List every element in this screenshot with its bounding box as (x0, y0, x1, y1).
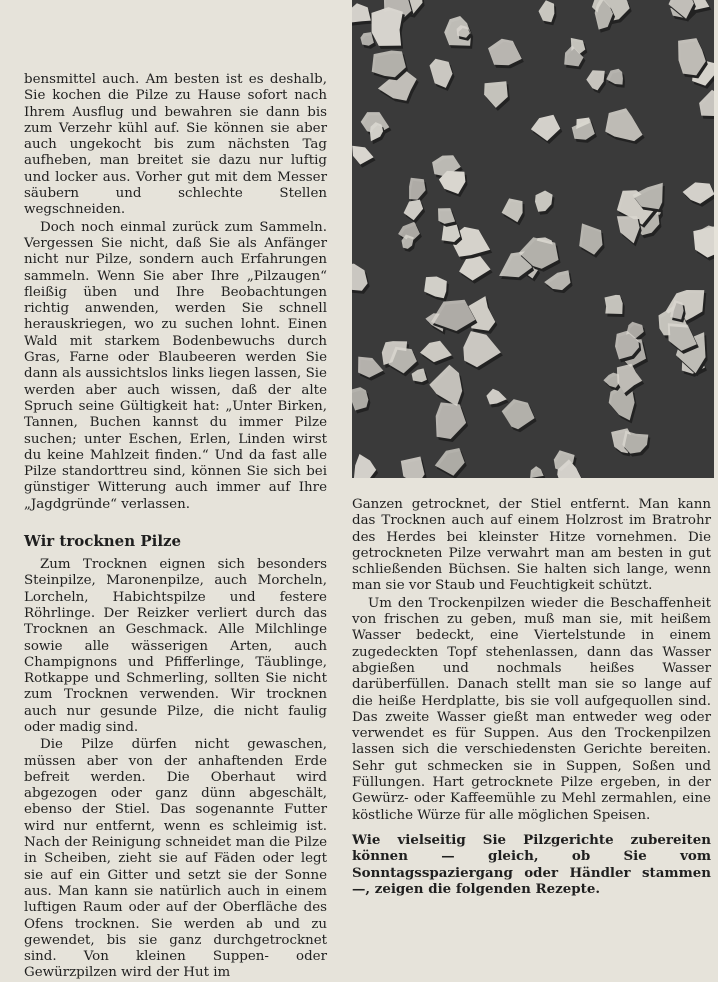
mushroom-slice (372, 7, 403, 46)
mushroom-slice (605, 295, 623, 314)
paragraph-recipes-intro: Wie vielseitig Sie Pilzgerichte zubereiten können — gleich, ob Sie vom Sonntagsspaziergang oder Händler stammen —, zeigen die folgenden Rezepte. (352, 831, 711, 897)
mushroom-slice (352, 387, 368, 410)
section-heading: Wir trocknen Pilze (24, 532, 182, 551)
paragraph-drying-species: Zum Trocknen eignen sich besonders Steinpilze, Maronenpilze, auch Morcheln, Lorcheln, Habichtspilze und festere Röhrlinge. Der Reizker verliert durch das Trocknen an Geschmack. Alle Milchlinge sowie alle wässerigen Arten, auch Champignons und Pfifferlinge, Täublinge, Rotkappe und Schmerling, sollten Sie nicht zum Trocknen verwenden. Wir trocknen auch nur gesunde Pilze, die nicht faulig oder madig sind. (24, 557, 327, 735)
right-text-column (352, 497, 711, 897)
mushroom-slices-image (352, 0, 714, 478)
paragraph-drying-continued: Ganzen getrocknet, der Stiel entfernt. Man kann das Trocknen auch auf einem Holzrost im Bratrohr des Herdes bei kleinster Hitze vornehmen. Die getrockneten Pilze verwahrt man am besten in gut schließenden Büchsen. Sie halten sich lange, wenn man sie vor Staub und Feuchtigkeit schützt. (352, 497, 711, 594)
paragraph-continuation: bensmittel auch. Am besten ist es deshalb, Sie kochen die Pilze zu Hause sofort nach Ihrem Ausflug und bewahren sie dann bis zum Verzehr kühl auf. Sie können sie aber auch ungekocht bis zum nächsten Tag aufheben, man breitet sie dazu nur luftig und locker aus. Vorher gut mit dem Messer säubern und schlechte Stellen wegschneiden. (24, 72, 327, 218)
paragraph-collecting: Doch noch einmal zurück zum Sammeln. Vergessen Sie nicht, daß Sie als Anfänger nicht nur Pilze, sondern auch Erfahrungen sammeln. Wenn Sie aber Ihre „Pilzaugen“ fleißig üben und Ihre Beobachtungen richtig anwenden, werden Sie schnell herauskriegen, wo zu suchen lohnt. Einen Wald mit starkem Bodenbewuchs durch Gras, Farne oder Blaubeeren werden Sie dann als aussichtslos links liegen lassen, Sie werden aber auch wissen, daß der alte Spruch seine Gültigkeit hat: „Unter Birken, Tannen, Buchen kannst du immer Pilze suchen; unter Eschen, Erlen, Linden wirst du keine Mahlzeit finden.“ Und da fast alle Pilze standorttreu sind, können Sie sich bei günstiger Witterung auch immer auf Ihre „Jagdgründe“ verlassen. (24, 219, 327, 512)
paragraph-drying-method: Die Pilze dürfen nicht gewaschen, müssen aber von der anhaftenden Erde befreit werden. Die Oberhaut wird abgezogen oder ganz dünn abgeschält, ebenso der Stiel. Das sogenannte Futter wird nur entfernt, wenn es schleimig ist. Nach der Reinigung schneidet man die Pilze in Scheiben, zieht sie auf Fäden oder legt sie auf ein Gitter und setzt sie der Sonne aus. Man kann sie natürlich auch in einem luftigen Raum oder auf der Oberfläche des Ofens trocknen. Sie werden ab und zu gewendet, bis sie ganz durchgetrocknet sind. Von kleinen Suppen- oder Gewürzpilzen wird der Hut im (24, 737, 327, 981)
paragraph-rehydrating: Um den Trockenpilzen wieder die Beschaffenheit von frischen zu geben, muß man sie, mit heißem Wasser bedeckt, eine Viertelstunde in einem zugedeckten Topf stehenlassen, dann das Wasser abgießen und nochmals heißes Wasser darüberfüllen. Danach stellt man sie so lange auf die heiße Herdplatte, bis sie voll aufgequollen sind. Das zweite Wasser gießt man entweder weg oder verwendet es für Suppen. Aus den Trockenpilzen lassen sich die verschiedensten Gerichte bereiten. Sehr gut schmecken sie in Suppen, Soßen und Füllungen. Hart getrocknete Pilze ergeben, in der Gewürz- oder Kaffeemühle zu Mehl zermahlen, eine köstliche Würze für alle möglichen Speisen. (352, 595, 711, 823)
mushroom-photo (352, 0, 714, 478)
left-text-column (24, 72, 327, 982)
